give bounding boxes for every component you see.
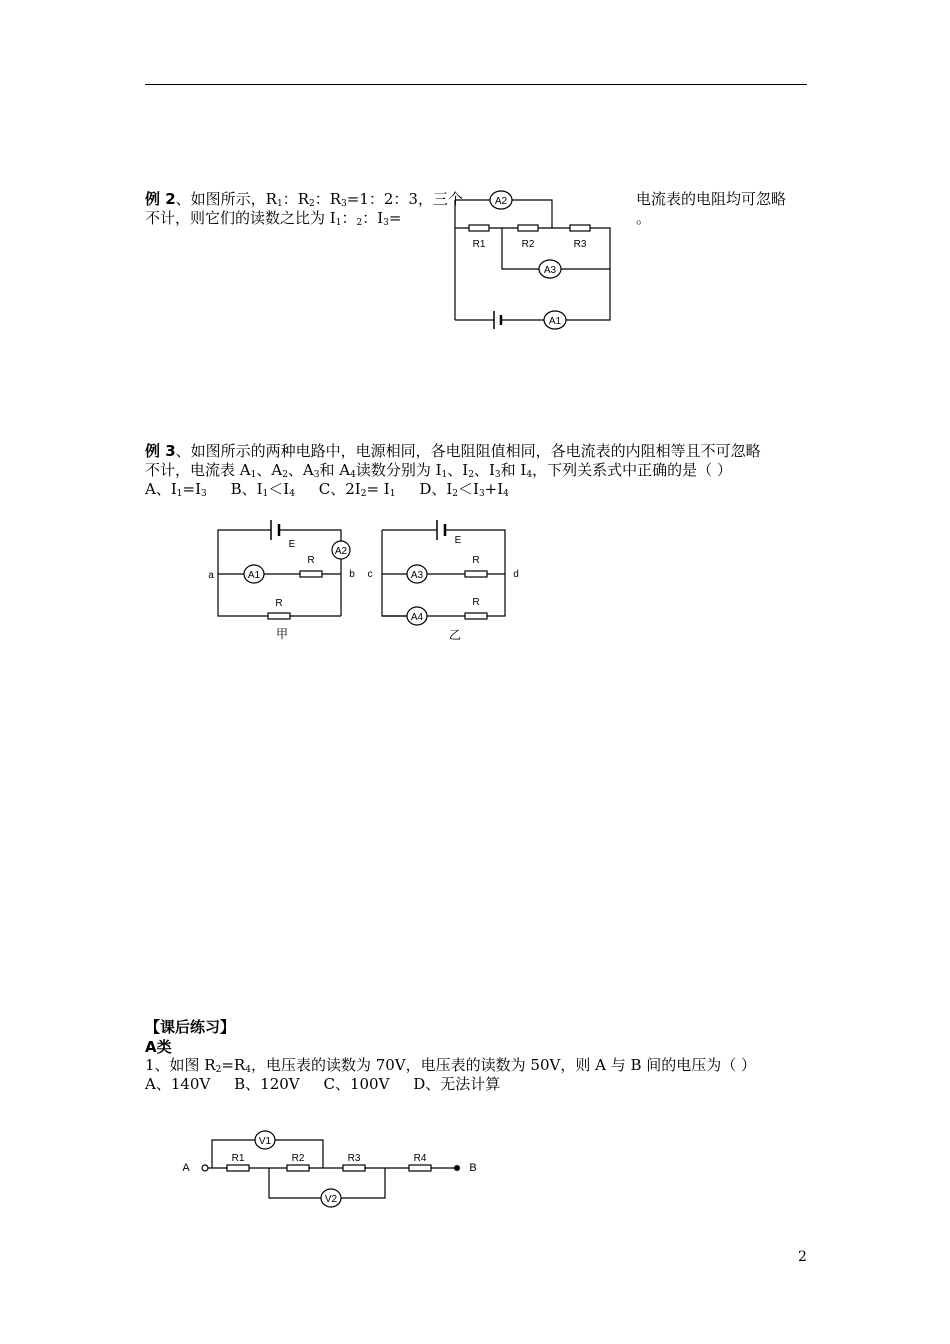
resistor-r1-shape [227,1165,249,1171]
ammeter-a4-label: A4 [410,612,424,623]
node-a-label: a [208,570,214,581]
page-number: 2 [798,1249,807,1265]
node-d-label: d [513,569,519,580]
resistor-r1-label: R1 [472,239,486,250]
yi-battery-label: E [454,535,462,546]
resistor-r3-shape [343,1165,365,1171]
example2-line1-cont: 电流表的电阻均可忽略 [636,190,787,208]
caption-yi: 乙 [448,628,462,642]
yi-resistor-top-label: R [472,555,480,566]
ammeter-a3-label: A3 [410,570,424,581]
jia-resistor-bottom-label: R [275,598,283,609]
voltmeter-v1-label: V1 [258,1136,272,1147]
ammeter-a3-label: A3 [543,265,557,276]
example2-circuit-diagram [445,185,620,330]
homework-title: 【课后练习】 [145,1018,236,1036]
jia-resistor-bottom-shape [268,613,290,619]
node-b-label: b [349,569,355,580]
yi-resistor-top-shape [465,571,487,577]
resistor-r1-label: R1 [231,1153,245,1164]
ammeter-a2-label: A2 [494,196,508,207]
terminal-b-label: B [469,1162,477,1174]
example3-line2: 不计，电流表 $A_1$、$A_2$、$A_3$和 $A_4$读数分别为 $I_1$、$I_2$、$I_3$和 $I_4$，下列关系式中正确的是（ ） [145,461,732,480]
resistor-r1-shape [469,225,489,231]
resistor-r2-label: R2 [521,239,535,250]
ammeter-a1-label: A1 [247,570,261,581]
resistor-r4-label: R4 [413,1153,427,1164]
homework-question1: 1、如图 $R_2=R_4$，电压表的读数为 70V，电压表的读数为 50V，则 A 与 B 间的电压为（ ） [145,1056,757,1075]
node-c-label: c [367,569,373,580]
voltmeter-v2-label: V2 [324,1194,338,1205]
example2-line2: 不计，则它们的读数之比为 $I_1$：$_2$：$I_3=$ [145,209,402,228]
caption-jia: 甲 [275,627,289,641]
homework-question1-options: A、140V B、120V C、100V D、无法计算 [145,1075,501,1093]
resistor-r2-label: R2 [291,1153,305,1164]
yi-resistor-bottom-label: R [472,597,480,608]
example2-line1: 例 2、如图所示，$R_1$：$R_2$：$R_3=1$：2：3，三个 [145,190,463,209]
resistor-r4-shape [409,1165,431,1171]
example3-options: A、$I_1=I_3$ B、$I_1<I_4$ C、$2I_2= I_1$ D、$I_2<I_3+I_4$ [145,480,509,499]
homework-circuit-diagram [175,1125,485,1220]
ammeter-a2-label: A2 [334,546,348,557]
circuit-yi [382,520,505,616]
terminal-a-label: A [182,1162,190,1174]
resistor-r3-label: R3 [573,239,587,250]
jia-battery-label: E [288,539,296,550]
resistor-r3-label: R3 [347,1153,361,1164]
yi-resistor-bottom-shape [465,613,487,619]
jia-resistor-top-shape [300,571,322,577]
resistor-r2-shape [518,225,538,231]
example3-circuit-diagrams [200,515,530,645]
example2-period: 。 [636,209,652,227]
resistor-r3-shape [570,225,590,231]
example3-line1: 例 3、如图所示的两种电路中，电源相同，各电阻阻值相同，各电流表的内阻相等且不可忽略 [145,442,761,460]
resistor-r2-shape [287,1165,309,1171]
ammeter-a1-label: A1 [548,316,562,327]
jia-resistor-top-label: R [307,555,315,566]
header-rule [145,84,807,85]
homework-category: A类 [145,1038,172,1056]
